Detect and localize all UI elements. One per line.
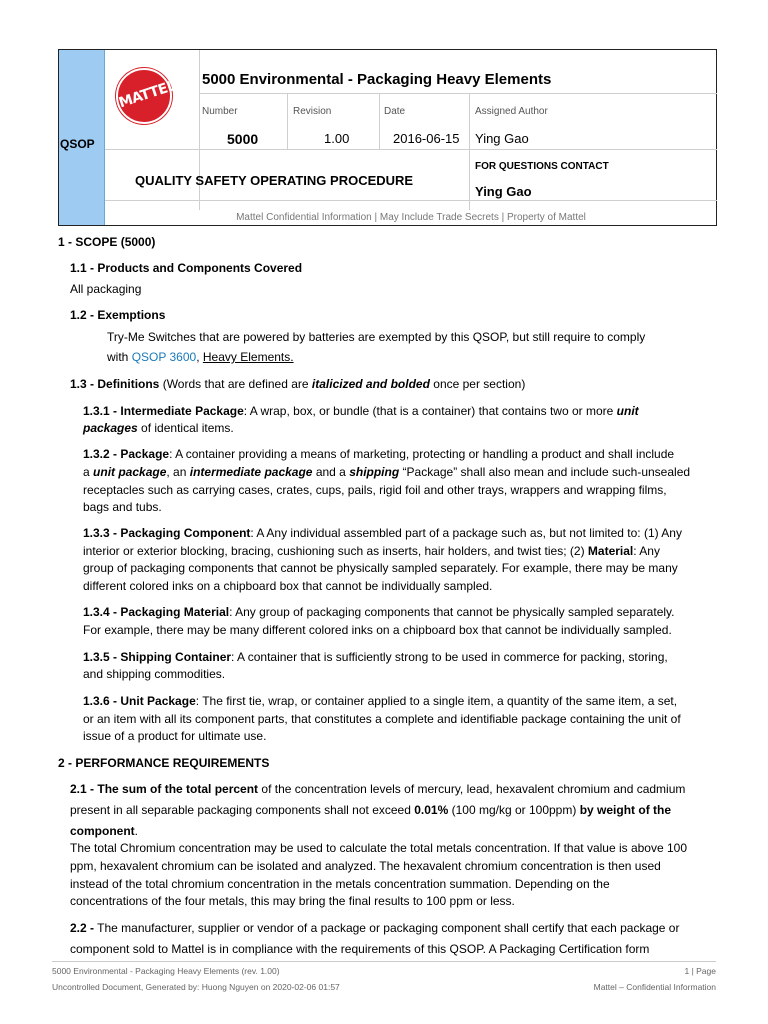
document-header [58,49,717,226]
section-number: 1.1 - [70,261,95,275]
definition-1-3-6-line: issue of a product for ultimate use. [83,729,267,743]
text: : The first tie, wrap, or container applied to a single item, a quantity of the same item, a set, [195,694,678,708]
text: “Package” shall also mean and include such-unsealed [402,465,691,479]
text: The sum of the total percent [97,782,259,796]
section-title: Products and Components Covered [97,261,303,275]
divider [469,93,470,210]
text: , [196,350,200,364]
text: , an [166,465,187,479]
section-1-2-heading [70,306,165,324]
definition-number: 1.3.5 - [83,650,118,664]
text: Material [587,544,634,558]
text: : A Any individual assembled part of a package such as, but not limited to: (1) Any [250,526,682,540]
section-number: 2 - [58,756,73,770]
section-title: Definitions [97,377,160,391]
contact-label: FOR QUESTIONS CONTACT [475,161,609,172]
section-2-1-paragraph: instead of the total chromium concentration in the metals concentration summation. Depending on the [70,877,610,891]
footer-doc-title: 5000 Environmental - Packaging Heavy Elements (rev. 1.00) [52,966,280,976]
text: : Any [633,544,660,558]
text: The manufacturer, supplier or vendor of a package or packaging component shall certify that each package or [97,921,680,935]
section-1-1-body: All packaging [70,282,142,296]
definition-1-3-6 [83,692,677,710]
section-title: Exemptions [97,308,166,322]
text: : A wrap, box, or bundle (that is a container) that contains two or more [243,404,614,418]
document-title: 5000 Environmental - Packaging Heavy Elements [202,71,552,88]
section-1-2-line [107,348,294,366]
definition-number: 1.3.6 - [83,694,118,708]
text: and a [315,465,346,479]
section-2-1-line [70,801,671,819]
section-1-1-heading [70,259,302,277]
number-label: Number [202,106,238,117]
definition-1-3-6-line: or an item with all its component parts, that constitutes a complete and identifiable package containing the unit of [83,712,681,726]
footer-confidential: Mattel – Confidential Information [593,982,716,992]
author-value: Ying Gao [475,131,529,146]
definition-1-3-2-line: bags and tubs. [83,500,162,514]
text: intermediate package [189,465,313,479]
definition-1-3-5-line: and shipping commodities. [83,667,226,681]
section-number: 2.1 - [70,782,95,796]
section-title: PERFORMANCE REQUIREMENTS [75,756,270,770]
text: present in all separable packaging components shall not exceed [70,803,411,817]
section-number: 1.3 - [70,377,95,391]
divider [105,200,717,201]
date-label: Date [384,106,406,117]
definition-1-3-2-line [83,463,690,481]
definition-term: Shipping Container [120,650,232,664]
qsop-3600-link[interactable]: QSOP 3600 [131,350,197,364]
section-number: 1 - [58,235,73,249]
contact-name: Ying Gao [475,184,532,199]
section-2-2-line [70,919,679,937]
section-2-1-line [70,822,138,840]
definition-1-3-2-line: receptacles such as carrying cases, crates, cups, pails, rigid foil and other trays, wrappers and wrapping films, [83,483,667,497]
footer-page-number: 1 | Page [684,966,716,976]
definition-term: Package [120,447,170,461]
section-number: 2.2 - [70,921,95,935]
logo-text: MATTEL [116,77,178,112]
text: italicized and bolded [311,377,430,391]
text: component [70,824,135,838]
definition-term: Packaging Material [120,605,230,619]
revision-label: Revision [293,106,332,117]
text: of the concentration levels of mercury, lead, hexavalent chromium and cadmium [261,782,686,796]
text: : A container providing a means of marketing, protecting or handling a product and shall include [169,447,675,461]
text: : A container that is sufficiently strong to be used in commerce for packing, storing, [231,650,668,664]
definition-1-3-3-line: group of packaging components that cannot be physically sampled separately. For example, there may be many [83,561,678,575]
footer-generated-by: Uncontrolled Document, Generated by: Huong Nguyen on 2020-02-06 01:57 [52,982,340,992]
definition-1-3-1 [83,402,639,420]
definition-1-3-3 [83,524,682,542]
definition-number: 1.3.2 - [83,447,118,461]
definition-1-3-3-line: different colored inks on a chipboard box that cannot be individually sampled. [83,579,493,593]
text: unit package [93,465,167,479]
section-1-heading [58,233,155,251]
revision-value: 1.00 [324,131,350,146]
divider [199,93,717,94]
section-number: 1.2 - [70,308,95,322]
definition-1-3-1-line [83,419,234,437]
text: . [134,824,139,838]
definition-number: 1.3.4 - [83,605,118,619]
procedure-title: QUALITY SAFETY OPERATING PROCEDURE [135,173,414,188]
definition-term: Packaging Component [120,526,251,540]
section-title: SCOPE (5000) [75,235,156,249]
section-2-2-line: component sold to Mattel is in compliance with the requirements of this QSOP. A Packaging Certification form [70,942,650,956]
author-label: Assigned Author [475,106,548,117]
definition-1-3-4 [83,603,674,621]
definition-1-3-4-line: For example, there may be many different colored inks on a chipboard box that cannot be individually sampled. [83,623,672,637]
definition-number: 1.3.3 - [83,526,118,540]
text: (100 mg/kg or 100ppm) [451,803,577,817]
text: packages [83,421,138,435]
definition-1-3-2 [83,445,674,463]
section-2-1-paragraph: The total Chromium concentration may be used to calculate the total metals concentration. If that value is above 100 [70,841,688,855]
section-2-1-line [70,780,685,798]
section-1-2-line: Try-Me Switches that are powered by batteries are exempted by this QSOP, but still require to comply [107,330,646,344]
text: 0.01% [414,803,449,817]
mattel-logo [116,68,178,124]
text: : Any group of packaging components that cannot be physically sampled separately. [229,605,675,619]
number-value: 5000 [227,131,259,147]
heavy-elements-link[interactable]: Heavy Elements. [202,350,294,364]
confidential-notice: Mattel Confidential Information | May Include Trade Secrets | Property of Mattel [236,212,586,223]
text: shipping [349,465,400,479]
text: interior or exterior blocking, bracing, cushioning such as inserts, hair holders, and twist ties; (2) [83,544,585,558]
qsop-side-bar [59,50,105,225]
qsop-label: QSOP [60,137,95,151]
section-2-1-paragraph: concentrations of the four metals, this may bring the final results to 100 ppm or less. [70,894,515,908]
text: by weight of the [579,803,672,817]
divider [105,149,717,150]
section-2-heading [58,754,269,772]
divider [287,93,288,149]
definition-term: Unit Package [120,694,196,708]
date-value: 2016-06-15 [393,131,460,146]
divider [379,93,380,149]
text: once per section) [433,377,526,391]
section-2-1-paragraph: ppm, hexavalent chromium can be isolated and analyzed. The hexavalent chromium concentration is then used [70,859,661,873]
definition-term: Intermediate Package [120,404,244,418]
section-1-3-heading [70,375,525,393]
text: a [83,465,90,479]
text: of identical items. [141,421,234,435]
text: (Words that are defined are [162,377,309,391]
definition-1-3-5 [83,648,668,666]
definition-number: 1.3.1 - [83,404,118,418]
text: with [107,350,129,364]
footer-divider [52,961,716,962]
definition-1-3-3-line [83,542,660,560]
text: unit [616,404,639,418]
